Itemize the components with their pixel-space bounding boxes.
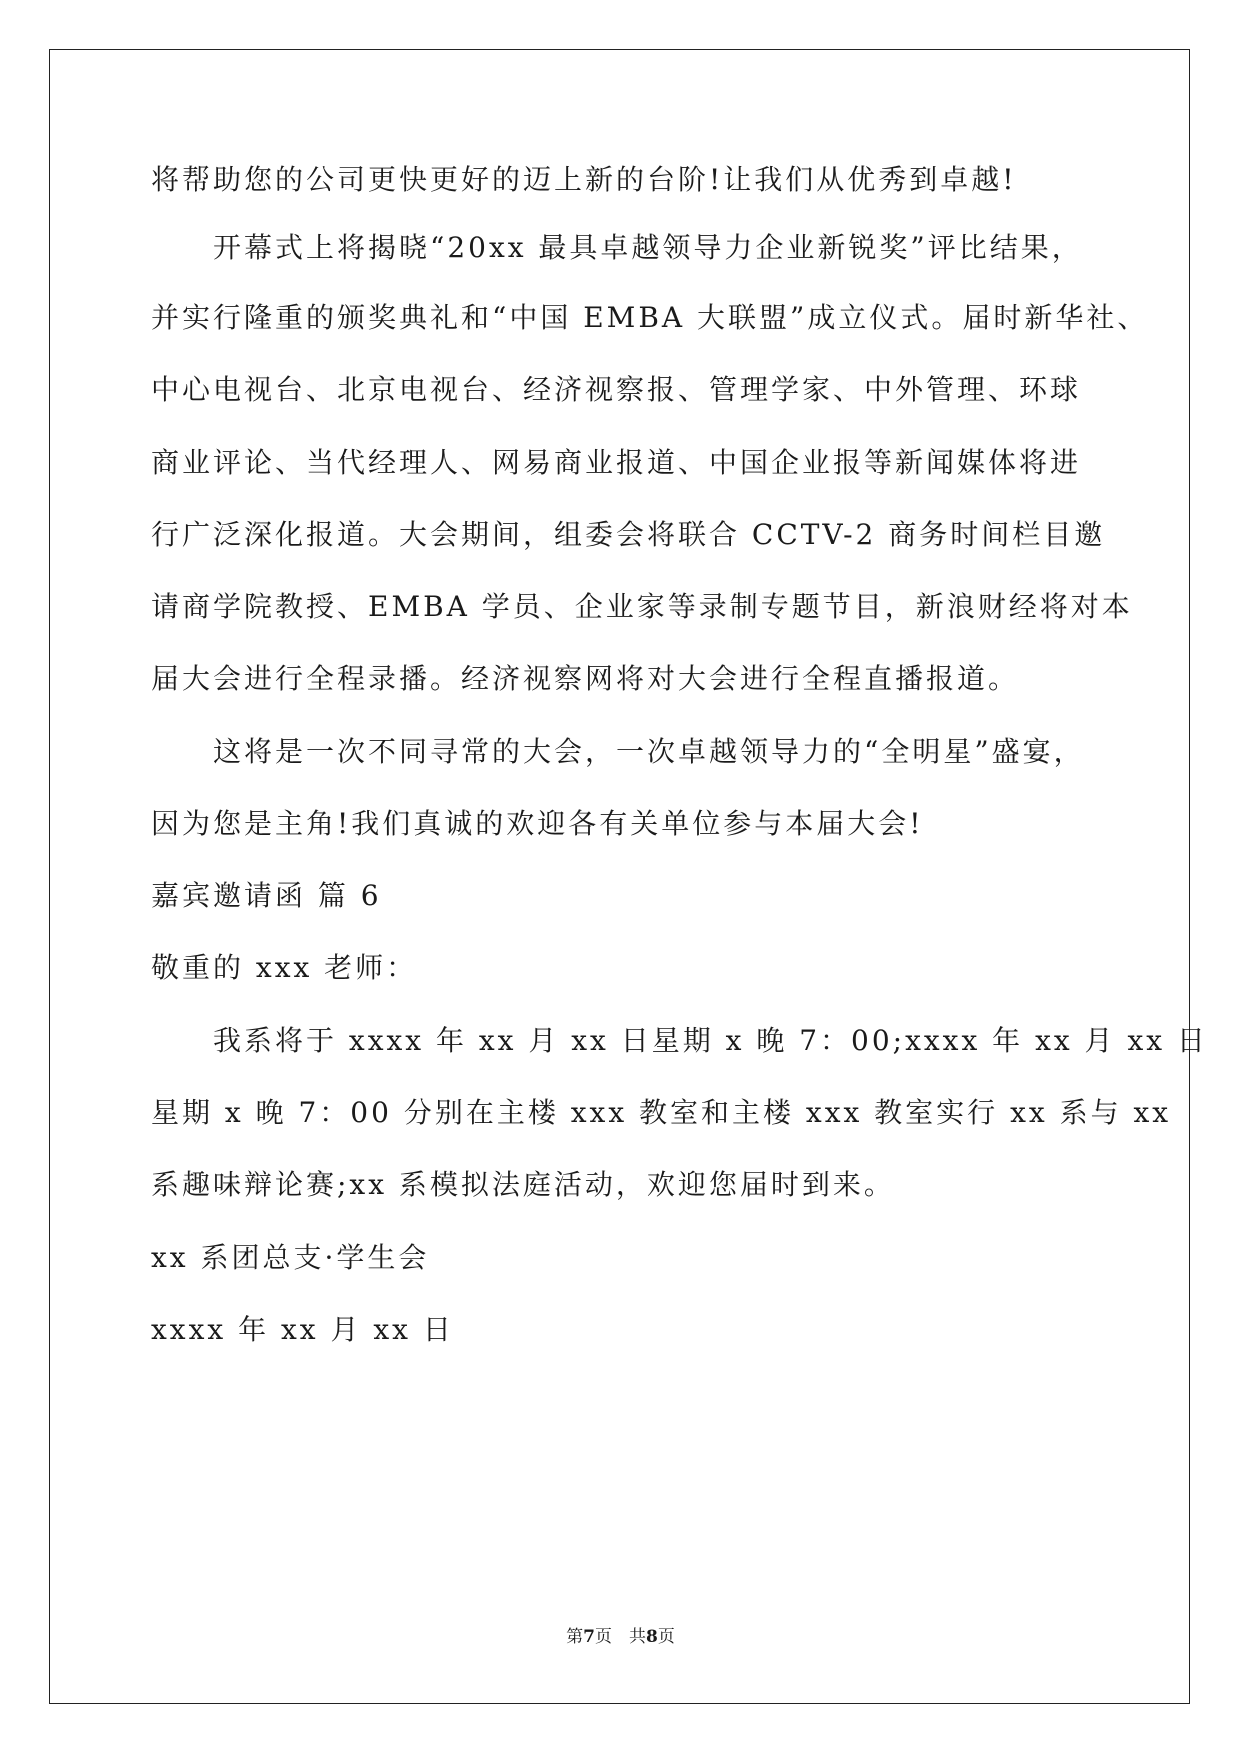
body-line: 行广泛深化报道。大会期间，组委会将联合 CCTV-2 商务时间栏目邀 bbox=[151, 518, 1106, 551]
section-heading: 嘉宾邀请函 篇 6 bbox=[151, 879, 382, 912]
page-prefix: 第 bbox=[566, 1627, 584, 1647]
page-total: 8 bbox=[646, 1627, 658, 1647]
body-line: 中心电视台、北京电视台、经济视察报、管理学家、中外管理、环球 bbox=[151, 373, 1082, 406]
paragraph-start: 这将是一次不同寻常的大会，一次卓越领导力的“全明星”盛宴， bbox=[213, 735, 1085, 768]
salutation: 敬重的 xxx 老师： bbox=[151, 951, 418, 984]
paragraph-start: 开幕式上将揭晓“20xx 最具卓越领导力企业新锐奖”评比结果， bbox=[213, 231, 1083, 264]
body-line: 商业评论、当代经理人、网易商业报道、中国企业报等新闻媒体将进 bbox=[151, 446, 1082, 479]
body-line: 将帮助您的公司更快更好的迈上新的台阶!让我们从优秀到卓越! bbox=[151, 163, 1017, 196]
body-line: 系趣味辩论赛;xx 系模拟法庭活动，欢迎您届时到来。 bbox=[151, 1168, 895, 1201]
page-suffix: 页 bbox=[657, 1627, 675, 1647]
body-line: 并实行隆重的颁奖典礼和“中国 EMBA 大联盟”成立仪式。届时新华社、 bbox=[151, 301, 1149, 334]
page-current: 7 bbox=[583, 1627, 595, 1647]
signature: xx 系团总支·学生会 bbox=[151, 1241, 430, 1274]
paragraph-start: 我系将于 xxxx 年 xx 月 xx 日星期 x 晚 7：00;xxxx 年 xx 月 xx 日 bbox=[213, 1024, 1208, 1057]
body-line: 因为您是主角!我们真诚的欢迎各有关单位参与本届大会! bbox=[151, 807, 924, 840]
body-line: 请商学院教授、EMBA 学员、企业家等录制专题节目，新浪财经将对本 bbox=[151, 590, 1133, 623]
page-mid: 页 共 bbox=[595, 1627, 646, 1647]
page-footer bbox=[0, 1625, 1241, 1649]
date-line: xxxx 年 xx 月 xx 日 bbox=[151, 1313, 454, 1346]
body-line: 星期 x 晚 7：00 分别在主楼 xxx 教室和主楼 xxx 教室实行 xx 系与 xx bbox=[151, 1096, 1172, 1129]
body-line: 届大会进行全程录播。经济视察网将对大会进行全程直播报道。 bbox=[151, 662, 1020, 695]
